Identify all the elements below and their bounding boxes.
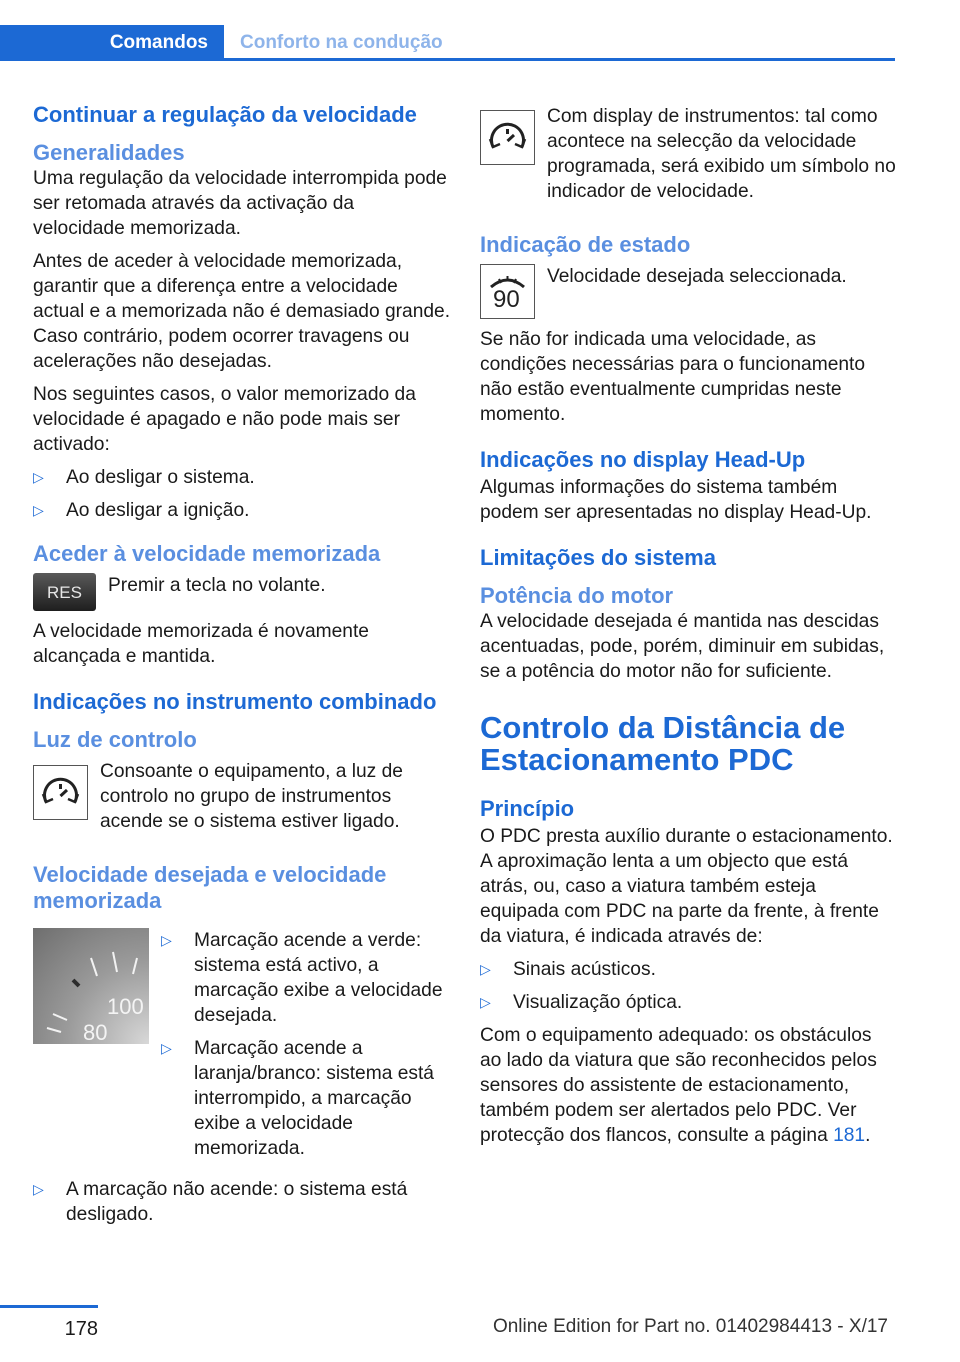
bullet-triangle-icon: ▷ <box>33 469 44 485</box>
list-item: ▷ Ao desligar o sistema. <box>33 467 255 488</box>
bullet-triangle-icon: ▷ <box>480 994 491 1010</box>
heading-aceder: Aceder à velocidade memorizada <box>33 541 381 566</box>
res-button-icon: RES <box>33 573 96 611</box>
paragraph: Nos seguintes casos, o valor memorizado da velocidade é apagado e não pode mais ser activado: <box>33 384 416 455</box>
page-number: 178 <box>0 1305 98 1341</box>
tab-comandos[interactable]: Comandos <box>0 25 224 61</box>
speedometer-photo <box>33 928 149 1044</box>
bullet-triangle-icon: ▷ <box>33 1181 44 1197</box>
tab-conforto[interactable]: Conforto na condução <box>240 32 443 53</box>
heading-indicacoes: Indicações no instrumento combinado <box>33 689 437 714</box>
bullet-triangle-icon: ▷ <box>33 502 44 518</box>
photo-label-80: 80 <box>83 1020 108 1044</box>
paragraph: O PDC presta auxílio durante o estacionamento. A aproximação lenta a um objecto que está atrás, ou, caso a viatura também esteja equipada com PDC na parte da frente, à frente da viatura, é indicada através de: <box>480 826 893 947</box>
paragraph: Antes de aceder à velocidade memorizada, garantir que a diferença entre a velocidade actual e a memorizada não é demasiado grande. Caso contrário, podem ocorrer travagens ou acelerações não desejadas. <box>33 251 451 372</box>
heading-principio: Princípio <box>480 796 575 821</box>
photo-label-100: 100 <box>107 994 144 1019</box>
paragraph: A velocidade memorizada é novamente alcançada e mantida. <box>33 621 369 667</box>
heading-generalidades: Generalidades <box>33 140 185 165</box>
page-reference-link[interactable]: 181 <box>833 1125 866 1146</box>
speed-90-label: 90 <box>493 286 520 313</box>
heading-velocidade: Velocidade desejada e velocidade memorizada <box>33 862 387 913</box>
page-header <box>0 25 895 61</box>
speedometer-icon <box>33 765 88 820</box>
heading-continuar: Continuar a regulação da velocidade <box>33 102 417 127</box>
left-column <box>33 100 451 1235</box>
list-item: ▷ Visualização óptica. <box>480 992 683 1013</box>
heading-pdc: Controlo da Distância de Estacionamento PDC <box>480 710 846 777</box>
luz-row: Consoante o equipamento, a luz de controlo no grupo de instrumentos acende se o sistema estiver ligado. <box>33 759 451 834</box>
paragraph: Uma regulação da velocidade interrompida pode ser retomada através da activação da velocidade memorizada. <box>33 168 447 239</box>
right-column <box>480 104 898 1156</box>
paragraph: Com o equipamento adequado: os obstáculos ao lado da viatura que são reconhecidos pelos sensores do assistente de estacionamento, também podem ser alertados pelo PDC. Ver protecção dos flancos, consulte a página 181. <box>480 1025 877 1146</box>
list-item: ▷ Sinais acústicos. <box>480 959 656 980</box>
speedometer-icon <box>480 110 535 165</box>
list-item: ▷ Ao desligar a ignição. <box>33 500 250 521</box>
bullet-triangle-icon: ▷ <box>161 932 172 948</box>
paragraph: Se não for indicada uma velocidade, as condições necessárias para o funcionamento não estão eventualmente cumpridas neste momento. <box>480 329 866 425</box>
heading-headup: Indicações no display Head-Up <box>480 447 806 472</box>
display-row: Com display de instrumentos: tal como acontece na selecção da velocidade programada, será exibido um símbolo no indicador de velocidade. <box>480 104 898 204</box>
bullet-triangle-icon: ▷ <box>480 961 491 977</box>
list-item: ▷ Marcação acende a laranja/branco: sistema está interrompido, a marcação exibe a velocidade memorizada. <box>161 1038 434 1159</box>
speed-marking-row <box>33 928 451 1169</box>
estado-row: 90 Velocidade desejada seleccionada. <box>480 264 898 319</box>
header-rule <box>224 58 895 61</box>
bullet-triangle-icon: ▷ <box>161 1040 172 1056</box>
heading-limitacoes: Limitações do sistema <box>480 545 716 570</box>
paragraph: Algumas informações do sistema também podem ser apresentadas no display Head-Up. <box>480 477 872 523</box>
speed-90-icon <box>480 264 535 319</box>
list-item: ▷ A marcação não acende: o sistema está desligado. <box>33 1179 408 1225</box>
heading-potencia: Potência do motor <box>480 583 674 608</box>
paragraph: A velocidade desejada é mantida nas descidas acentuadas, pode, porém, diminuir em subidas, se a potência do motor não for suficiente. <box>480 611 885 682</box>
footer-edition: Online Edition for Part no. 01402984413 - X/17 <box>492 1316 888 1337</box>
heading-estado: Indicação de estado <box>480 232 691 257</box>
heading-luz: Luz de controlo <box>33 727 197 752</box>
res-row: RES Premir a tecla no volante. <box>33 573 451 611</box>
list-item: ▷ Marcação acende a verde: sistema está activo, a marcação exibe a velocidade desejada. <box>161 930 443 1026</box>
